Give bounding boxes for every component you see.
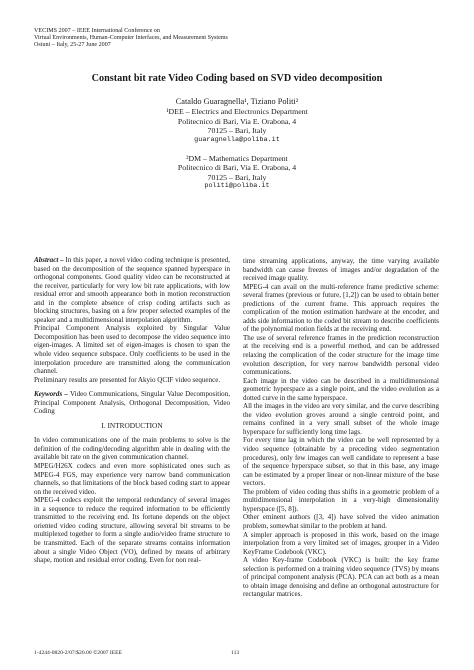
abstract-paragraph: Principal Component Analysis exploited by Singular Value Decomposition has been used to decompose the video sequence into eigen-images. A limited set of eigen-images is chosen to span the whole video sequence subspace. Only coefficients to be used in the interpolation procedure are transmitted along the communication channel. [34, 324, 230, 376]
abstract-label: Abstract – [34, 256, 64, 264]
author-email: guaragnella@poliba.it [194, 135, 280, 144]
conference-line: Virtual Environments, Human-Computer Interfaces, and Measurement Systems [34, 35, 228, 42]
conference-header [34, 28, 294, 50]
body-paragraph: In video communications one of the main problems to solve is the definition of the coding/decoding algorithm able in dealing with the available bit rate on the given communication channel. [34, 436, 230, 462]
author-names: Cataldo Guaragnella¹, Tiziano Politi² [175, 97, 299, 106]
affiliation-line: Politecnico di Bari, Via E. Orabona, 4 [177, 163, 297, 173]
affiliation-line: ²DM – Mathematics Department [186, 154, 288, 164]
right-column [243, 257, 439, 599]
paper-title: Constant bit rate Video Coding based on SVD video decomposition [91, 73, 383, 84]
body-paragraph: A video Key-frame Codebook (VKC) is built: the key frame selection is performed on a training video sequence (TVS) by means of principal component analysis (PCA). PCA can act both as a mean to obtain image denoising and define an orthogonal autostructure for rectangular matrices. [243, 556, 439, 599]
page-number: 113 [231, 650, 240, 656]
left-column [34, 256, 230, 565]
author-email: politi@poliba.it [204, 182, 270, 191]
keywords-paragraph [34, 390, 230, 416]
body-paragraph: For every time lag in which the video can be well represented by a video sequence (obtainable by a preceding video segmentation procedures), only few images can well candidate to represent a base of the sequence hyperspace subset, so that in this base, any image can be estimated by a proper linear or non-linear mixture of the base vectors. [243, 436, 439, 488]
body-paragraph: MPEG-4 codecs exploit the temporal redundancy of several images in a sequence to reduce the required information to be efficiently transmitted to the receiving end. Its fortune depends on the object oriented video coding structure, allowing several bit streams to be multiplexed together to form a single audio/video frame structure to be transmitted. Each of the separate streams contains information about a single Video Object (VO), defined by means of arbitrary shape, motion and residual error coding. Even for non real- [34, 496, 230, 565]
body-paragraph: The use of several reference frames in the prediction reconstruction at the receiving end is a powerful method, and can be addressed relaxing the complication of the coder structure for the image time evolution description, for very narrow bandwidth personal video communications. [243, 333, 439, 377]
body-paragraph: Other eminent authors ([3, 4]) have solved the video animation problem, somewhat similar to the problem at hand. [243, 513, 439, 530]
abstract-paragraph [34, 256, 230, 324]
affiliation-line: 70125 – Bari, Italy [207, 126, 267, 136]
abstract-text: In this paper, a novel video coding technique is presented, based on the decomposition of the sequence spanned hyperspace in orthogonal components. Good quality video can be reconstructed at the receiver, particularly for very low bit rate applications, with low residual error and smooth appearance both in motion reconstruction and in the complete absence of crisp coding artifacts such as blocking structures, basing on a few proper selected examples of the speaker and a multidimensional interpolation algorithm. [34, 256, 231, 324]
body-paragraph: MPEG-4 can avail on the multi-reference frame predictive scheme: several frames (previous or future, [1,2]) can be used to obtain better predictions of the current frame. This approach requires the complication of the motion estimation hardware at the encoder, and adds side information to the coded bit stream to describe coefficients of the polynomial motion fields at the receiving end. [243, 282, 439, 334]
body-paragraph: MPEG/H26X codecs and even more sophisticated ones such as MPEG-4 FGS, may experience very narrow band communication channels, so that limitations of the block based coding start to appear on the received video. [34, 462, 230, 496]
footer-isbn: 1-4244-0820-2/07/$20.00 ©2007 IEEE [34, 650, 122, 656]
author-block [0, 97, 474, 192]
body-paragraph: A simpler approach is proposed in this work, based on the image interpolation from a very limited set of images, grouper in a Video KeyFrame Codebook (VKC). [243, 530, 439, 556]
affiliation-line: ¹DEE – Electrics and Electronics Department [166, 107, 308, 117]
affiliation-line: Politecnico di Bari, Via E. Orabona, 4 [177, 116, 297, 126]
body-paragraph: All the images in the video are very similar, and the curve describing the video evolution groves around a single centroid point, and remains confined in a very small subset of the whole image hyperspace for sufficiently long time lags. [243, 402, 439, 436]
body-paragraph: time streaming applications, anyway, the time varying available bandwidth can cause freezes of images and/or degradation of the received image quality. [243, 257, 439, 283]
keywords-label: Keywords – [34, 390, 68, 399]
body-paragraph: The problem of video coding thus shifts in a geometric problem of a multidimensional interpolation in a very-high dimensionality hyperspace ([5, 8]). [243, 487, 439, 513]
keywords-text: Video Communications, Singular Value Decomposition, Principal Component Analysis, Orthogonal Decomposition, Video Coding [34, 390, 230, 416]
affiliation-line: 70125 – Bari, Italy [207, 172, 267, 182]
conference-line: VECIMS 2007 – IEEE International Conference on [34, 28, 160, 34]
conference-line: Ostuni – Italy, 25-27 June 2007 [34, 42, 111, 49]
abstract-paragraph: Preliminary results are presented for Akyio QCIF video sequence. [34, 375, 221, 384]
body-paragraph: Each image in the video can be described in a multidimensional geometric hyperspace as a single point, and the video evolution as a dotted curve in the same hyperspace. [243, 376, 439, 402]
section-heading: I. INTRODUCTION [101, 420, 163, 430]
